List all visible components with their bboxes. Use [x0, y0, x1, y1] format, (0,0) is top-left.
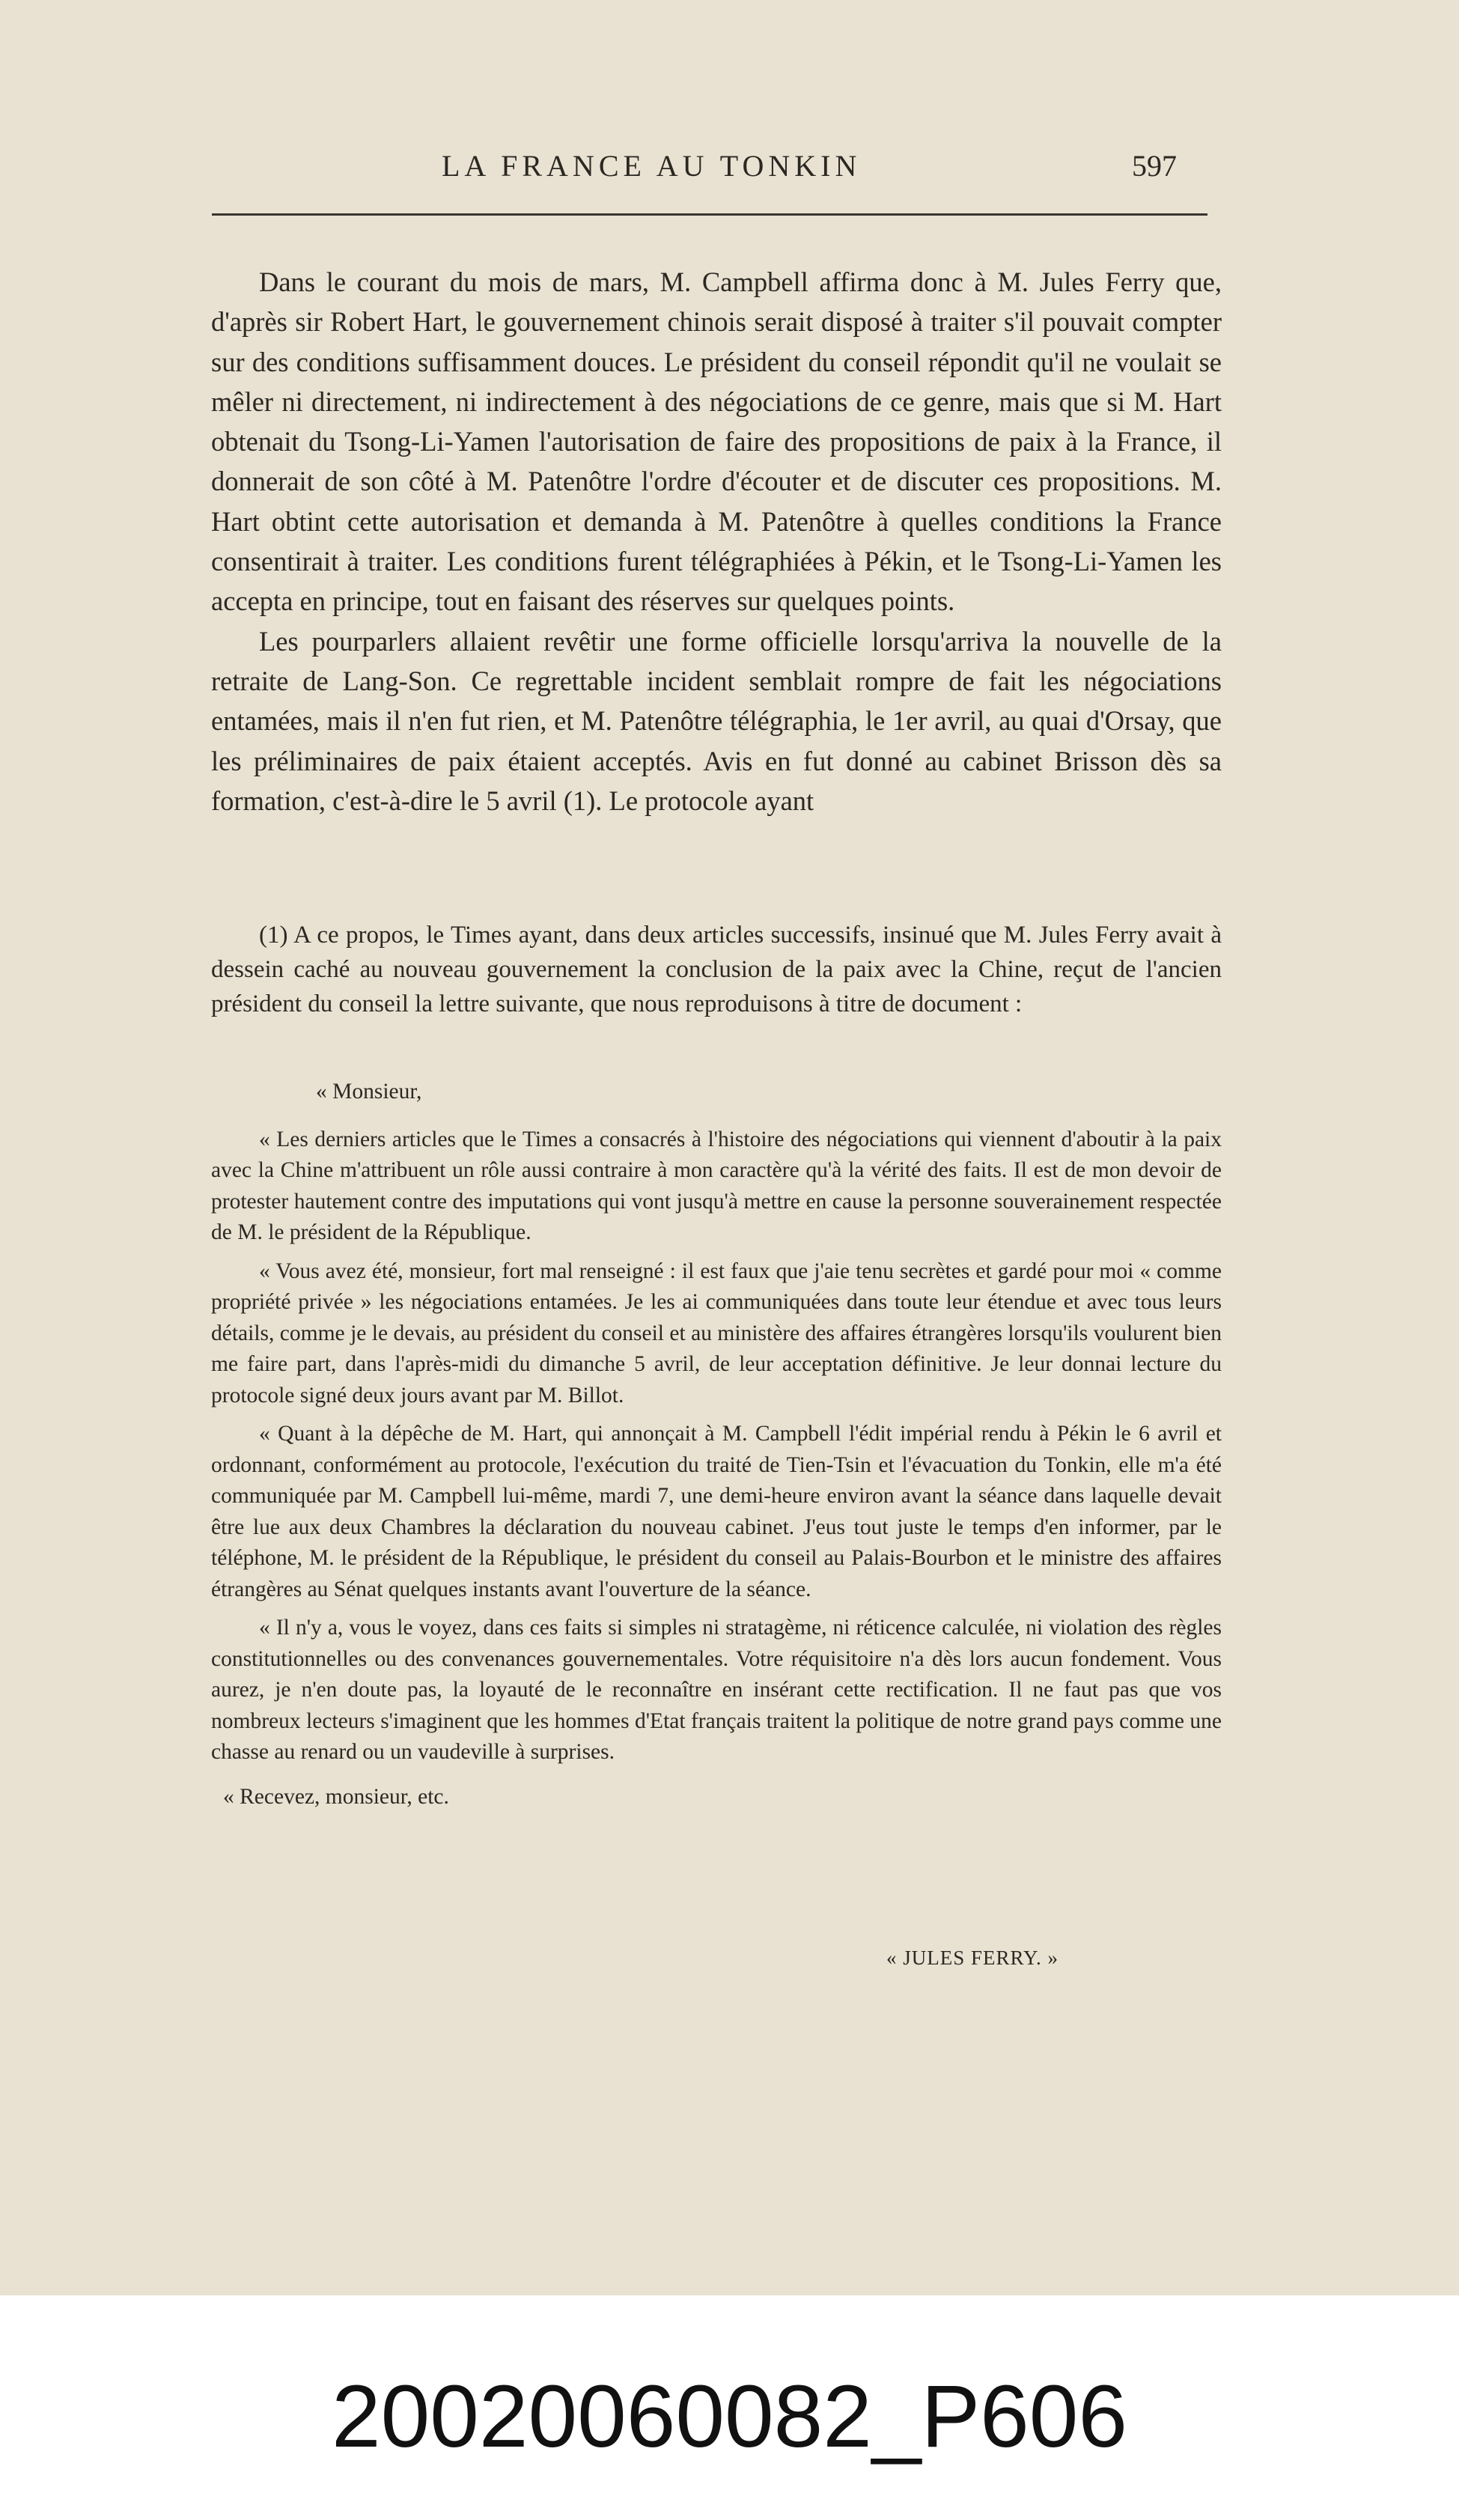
letter-signature: « JULES FERRY. »: [886, 1947, 1059, 1969]
letter-salutation: « Monsieur,: [316, 1080, 422, 1104]
header-rule: [212, 213, 1207, 216]
body-text: [211, 262, 1222, 821]
footnote: [211, 918, 1222, 1021]
running-head: [0, 148, 1459, 193]
running-title: LA FRANCE AU TONKIN: [442, 149, 862, 183]
page-number: 597: [1132, 149, 1177, 183]
scan-identifier: 20020060082_P606: [331, 2367, 1128, 2466]
body-paragraph: Les pourparlers allaient revêtir une forme officielle lorsqu'arriva la nouvelle de la retraite de Lang-Son. Ce regrettable incident semblait rompre de fait les négociations entamées, mais il n'en fut rien, et M. Patenôtre télégraphia, le 1er avril, au quai d'Orsay, que les préliminaires de paix étaient acceptés. Avis en fut donné au cabinet Brisson dès sa formation, c'est-à-dire le 5 avril (1). Le protocole ayant: [211, 625, 1222, 816]
letter-paragraph: « Il n'y a, vous le voyez, dans ces faits si simples ni stratagème, ni réticence calculée, ni violation des règles constitutionnelles ou des convenances gouvernementales. Votre réquisitoire n'a dès lors aucun fondement. Vous aurez, je n'en doute pas, la loyauté de le reconnaître en insérant cette rectification. Il ne faut pas que vos nombreux lecteurs s'imaginent que les hommes d'Etat français traitent la politique de notre grand pays comme une chasse au renard ou un vaudeville à surprises.: [211, 1616, 1222, 1764]
body-paragraph: Dans le courant du mois de mars, M. Campbell affirma donc à M. Jules Ferry que, d'après sir Robert Hart, le gouvernement chinois serait disposé à traiter s'il pouvait compter sur des conditions suffisamment douces. Le président du conseil répondit qu'il ne voulait se mêler ni directement, ni indirectement à des négociations de ce genre, mais que si M. Hart obtenait du Tsong-Li-Yamen l'autorisation de faire des propositions de paix à la France, il donnerait de son côté à M. Patenôtre l'ordre d'écouter et de discuter ces propositions. M. Hart obtint cette autorisation et demanda à M. Patenôtre à quelles conditions la France consentirait à traiter. Les conditions furent télégraphiées à Pékin, et le Tsong-Li-Yamen les accepta en principe, tout en faisant des réserves sur quelques points.: [211, 267, 1222, 617]
quoted-letter: [211, 1077, 1222, 1820]
footnote-intro: (1) A ce propos, le Times ayant, dans deux articles successifs, insinué que M. Jules Ferry avait à dessein caché au nouveau gouvernement la conclusion de la paix avec la Chine, reçut de l'ancien président du conseil la lettre suivante, que nous reproduisons à titre de document :: [211, 922, 1222, 1017]
letter-paragraph: « Les derniers articles que le Times a consacrés à l'histoire des négociations qui viennent d'aboutir à la paix avec la Chine m'attribuent un rôle aussi contraire à mon caractère qu'à la vérité des faits. Il est de mon devoir de protester hautement contre des imputations qui vont jusqu'à mettre en cause la personne souverainement respectée de M. le président de la République.: [211, 1127, 1222, 1244]
letter-closing: « Recevez, monsieur, etc.: [223, 1784, 449, 1809]
letter-paragraph: « Vous avez été, monsieur, fort mal renseigné : il est faux que j'aie tenu secrètes et gardé pour moi « comme propriété privée » les négociations entamées. Je les ai communiquées dans toute leur étendue et avec tous leurs détails, comme je le devais, au président du conseil et au ministère des affaires étrangères lorsqu'ils voulurent bien me faire part, dans l'après-midi du dimanche 5 avril, de leur acceptation définitive. Je leur donnai lecture du protocole signé deux jours avant par M. Billot.: [211, 1259, 1222, 1407]
letter-paragraph: « Quant à la dépêche de M. Hart, qui annonçait à M. Campbell l'édit impérial rendu à Pékin le 6 avril et ordonnant, conformément au protocole, l'exécution du traité de Tien-Tsin et l'évacuation du Tonkin, elle m'a été communiquée par M. Campbell lui-même, mardi 7, une demi-heure environ avant la séance dans laquelle devait être lue aux deux Chambres la déclaration du nouveau cabinet. J'eus tout juste le temps d'en informer, par le téléphone, M. le président de la République, le président du conseil au Palais-Bourbon et le ministre des affaires étrangères au Sénat quelques instants avant l'ouverture de la séance.: [211, 1422, 1222, 1601]
